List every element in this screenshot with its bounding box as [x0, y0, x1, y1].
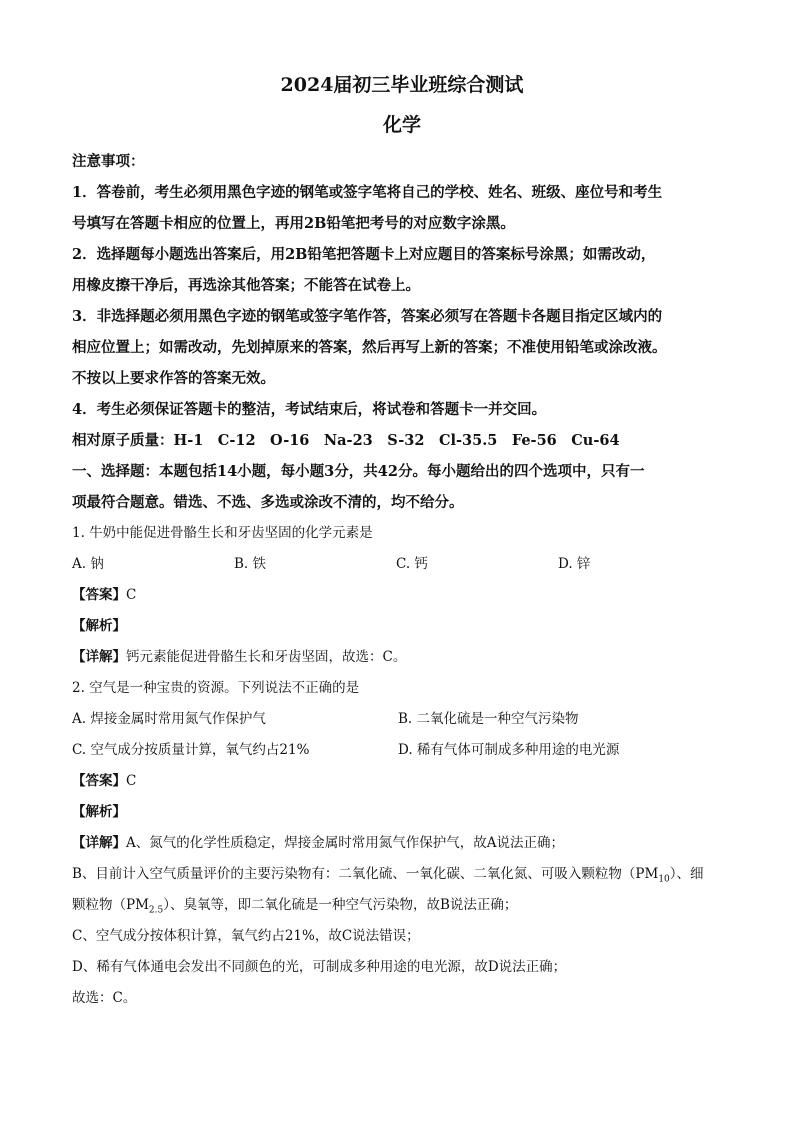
q2-detail-b-line-1 — [72, 859, 732, 890]
section-heading-line-2: 项最符合题意。错选、不选、多选或涂改不清的，均不给分。 — [72, 494, 464, 511]
page-title: 2024届初三毕业班综合测试 — [280, 74, 524, 96]
q2-detail-b2-pre: 颗粒物（PM — [72, 897, 149, 913]
q1-detail — [72, 642, 732, 673]
q1-detail-tag: 【详解】 — [72, 649, 126, 665]
notice-heading: 注意事项： — [72, 153, 145, 170]
q2-analysis — [72, 797, 732, 828]
notice-item-2-line-1: 2．选择题每小题选出答案后，用2B铅笔把答题卡上对应题目的答案标号涂黑；如需改动， — [72, 246, 656, 263]
notice-item-1-line-1: 1．答卷前，考生必须用黑色字迹的钢笔或签字笔将自己的学校、姓名、班级、座位号和考生 — [72, 184, 663, 201]
notice-item-2-line-2: 用橡皮擦干净后，再选涂其他答案；不能答在试卷上。 — [72, 277, 420, 294]
notice-item-3-line-2: 相应位置上；如需改动，先划掉原来的答案，然后再写上新的答案；不准使用铅笔或涂改液。 — [72, 339, 667, 356]
q2-detail-d: D、稀有气体通电会发出不同颜色的光，可制成多种用途的电光源，故D说法正确； — [72, 959, 567, 975]
subject-title: 化学 — [382, 114, 421, 136]
q1-option-a: A. 钠 — [72, 556, 104, 572]
q2-stem: 2. 空气是一种宝贵的资源。下列说法不正确的是 — [72, 680, 360, 696]
q1-answer — [72, 580, 732, 611]
q1-stem: 1. 牛奶中能促进骨骼生长和牙齿坚固的化学元素是 — [72, 525, 373, 541]
q2-answer-tag: 【答案】 — [72, 773, 126, 789]
q1-answer-value: C — [126, 587, 137, 603]
q2-conclusion: 故选：C。 — [72, 990, 137, 1006]
q1-options — [72, 549, 732, 580]
q2-detail-b1-post: ）、细 — [669, 866, 704, 882]
q2-option-a: A. 焊接金属时常用氮气作保护气 — [72, 711, 266, 727]
q2-detail-c: C、空气成分按体积计算，氧气约占21%，故C说法错误； — [72, 928, 420, 944]
q1-answer-tag: 【答案】 — [72, 587, 126, 603]
q1-analysis — [72, 611, 732, 642]
q2-detail-a-text: A、氮气的化学性质稳定，焊接金属时常用氮气作保护气，故A说法正确； — [126, 835, 564, 851]
notice-item-3-line-3: 不按以上要求作答的答案无效。 — [72, 370, 275, 387]
q1-option-c: C. 钙 — [396, 556, 428, 572]
q1-analysis-tag: 【解析】 — [72, 618, 126, 634]
q2-answer-value: C — [126, 773, 137, 789]
notice-item-4-line-1: 4．考生必须保证答题卡的整洁，考试结束后，将试卷和答题卡一并交回。 — [72, 401, 547, 418]
notice-item-3-line-1: 3．非选择题必须用黑色字迹的钢笔或签字笔作答，答案必须写在答题卡各题目指定区域内的 — [72, 308, 663, 325]
q2-detail-b2-sub: 2.5 — [148, 905, 164, 916]
q2-analysis-tag: 【解析】 — [72, 804, 126, 820]
q1-option-b: B. 铁 — [234, 556, 267, 572]
q1-detail-text: 钙元素能促进骨骼生长和牙齿坚固，故选：C。 — [126, 649, 407, 665]
q2-answer — [72, 766, 732, 797]
atomic-mass-line: 相对原子质量：H-1 C-12 O-16 Na-23 S-32 Cl-35.5 Fe-56 Cu-64 — [72, 432, 620, 449]
q2-detail-tag: 【详解】 — [72, 835, 126, 851]
section-heading-line-1: 一、选择题：本题包括14小题，每小题3分，共42分。每小题给出的四个选项中，只有一 — [72, 463, 645, 480]
q2-detail-b2-post: ）、臭氧等，即二氧化硫是一种空气污染物，故B说法正确； — [163, 897, 518, 913]
exam-page — [72, 72, 732, 1014]
q2-detail-b1-pre: B、目前计入空气质量评价的主要污染物有：二氧化硫、一氧化碳、二氧化氮、可吸入颗粒物（PM — [72, 866, 659, 882]
q2-options-row-1 — [72, 704, 732, 735]
q2-detail-a — [72, 828, 732, 859]
notice-item-1-line-2: 号填写在答题卡相应的位置上，再用2B铅笔把考号的对应数字涂黑。 — [72, 215, 515, 232]
q2-option-b: B. 二氧化硫是一种空气污染物 — [398, 711, 579, 727]
q1-option-d: D. 锌 — [558, 556, 591, 572]
q2-option-c: C. 空气成分按质量计算，氧气约占21% — [72, 742, 310, 758]
q2-detail-b-line-2 — [72, 890, 732, 921]
q2-detail-b1-sub: 10 — [658, 874, 670, 885]
q2-option-d: D. 稀有气体可制成多种用途的电光源 — [398, 742, 620, 758]
q2-options-row-2 — [72, 735, 732, 766]
